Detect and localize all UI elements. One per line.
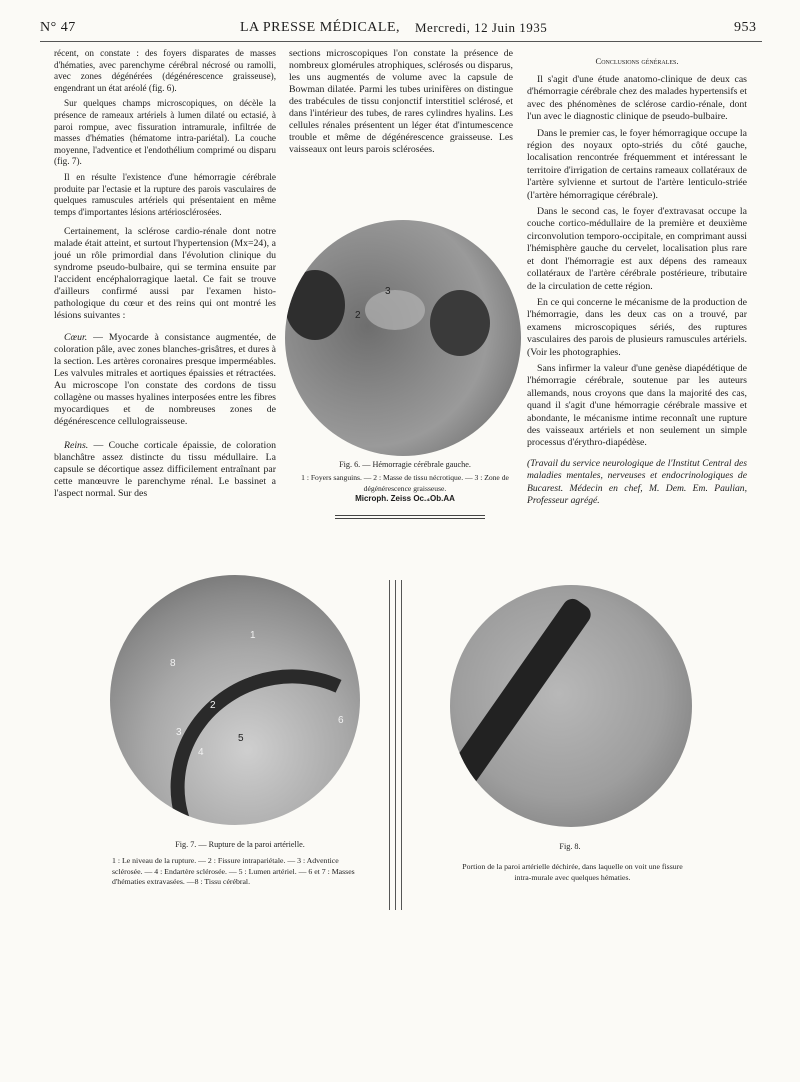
credit-note: (Travail du service neurologique de l'Institut Central des maladies mentales, nerveuses et endocrinologiques de Bucarest. Médecin en chef, M. Dem. Em. Paulian, Professeur agrégé.: [527, 457, 747, 506]
fig7-legend: 1 : Le niveau de la rupture. — 2 : Fissure intrapariétale. — 3 : Adventice sclérosée. — 4 : Endartère sclérosée. — 5 : Lumen artériel. — 6 et 7 : Masses d'hématies extravasées. —8 : Tissu cérébral.: [112, 856, 355, 886]
fig6-blood-focus-left: [285, 270, 345, 340]
coeur-paragraph: [54, 332, 276, 428]
col3-paragraph: Dans le second cas, le foyer d'extravasat occupe la couche cortico-médullaire de la première et deuxième circonvolution temporo-occipitale, en comprimant aussi l'hémisphère gauche du cervelet, localisation plus rare et dont l'hémorragie est aux dépens des rameaux collatéraux de l'artère cérébrale postérieure, tributaire de la circulation de cette région.: [527, 206, 747, 292]
fig7-micrograph: [110, 575, 360, 825]
col1-paragraph: Certainement, la sclérose cardio-rénale dont notre malade était atteint, et surtout l'hypertension (Mx=24), a joué un rôle primordial dans l'évolution clinique du syndrome pseudo-bulbaire, qui se termina ensuite par l'accident encéphalorragique laetal. Ce fait se trouve d'ailleurs confirmé aussi par l'examen histo-pathologique du cœur et des reins qui ont montré les lésions suivantes :: [54, 226, 276, 322]
fig8-legend: Portion de la paroi artérielle déchirée, dans laquelle on voit une fissure intra-murale avec quelques hématies.: [462, 862, 683, 882]
journal-title: LA PRESSE MÉDICALE,: [240, 20, 401, 35]
fig6-necrotic-mass: [365, 290, 425, 330]
fig7-label: 5: [238, 733, 244, 744]
col1-paragraph: récent, on constate : des foyers disparates de masses d'hématies, avec parenchyme cérébral nécrosé ou ramolli, avec zones dégénérées (dégénérescence graisseuse), engendrant un état aréolé (fig. 6).: [54, 48, 276, 93]
col1-paragraph: Il en résulte l'existence d'une hémorragie cérébrale produite par l'ectasie et la rupture des parois vasculaires de quelques ramuscules artériels qui présentaient en même temps d'importantes lésions artériosclérosées.: [54, 171, 276, 217]
fig7-label: 1: [250, 630, 256, 641]
fig6-blood-focus-right: [430, 290, 490, 356]
fig6-title: Fig. 6. — Hémorragie cérébrale gauche.: [339, 460, 471, 469]
reins-text: — Couche corticale épaissie, de coloration blanchâtre assez distincte du tissu médullaire. La capsule se décortique assez difficilement entraînant par cette manœuvre le parenchyme rénal. Le bassinet a l'aspect normal. Sur des: [54, 440, 276, 500]
fig8-artery-wall: [450, 595, 595, 809]
col3-paragraph: Il s'agit d'une étude anatomo-clinique de deux cas d'hémorragie cérébrale chez des malades hypertensifs et avec des phénomènes de sclérose cardio-rénale, dont l'un avec le diagnostic clinique de pseudo-bulbaire.: [527, 74, 747, 123]
fig6-label: 2: [355, 310, 361, 321]
reins-paragraph: [54, 440, 276, 500]
fig7-label: 6: [338, 715, 344, 726]
reins-label: Reins.: [64, 440, 89, 452]
fig7-label: 4: [198, 747, 204, 758]
fig7-label: 2: [210, 700, 216, 711]
issue-date: Mercredi, 12 Juin 1935: [415, 20, 548, 35]
col2-paragraph: sections microscopiques l'on constate la présence de nombreux glomérules atrophiques, sclérosés ou disparus, les uns augmentés de volume avec la capsule de Bowman dilatée. Parmi les tubes urinifères on distingue des trabécules de tissu conjonctif interstitiel sclérosé, et dans l'intérieur des tubes, de rares cylindres hyalins. Les cellules rénales présentent un léger état d'intumescence trouble et même de dégénérescence graisseuse. Les vaisseaux ont leurs parois sclérosées.: [289, 48, 513, 155]
figure-separator-line: [389, 580, 390, 910]
col3-paragraph: En ce qui concerne le mécanisme de la production de l'hémorragie, dans les deux cas on a trouvé, par examens microscopiques sériés, des ruptures vasculaires des parois de plusieurs ramuscules artériels. (Voir les photographies.: [527, 296, 747, 358]
col1-paragraph: Sur quelques champs microscopiques, on décèle la présence de rameaux artériels à lumen dilaté ou ectasié, à paroi rompue, avec fissuration intramurale, infiltrée de masses d'hématies (hématome intra-pariétal). La couche moyenne, l'adventice et l'endothélium comprimé ou disparu (fig. 7).: [54, 98, 276, 167]
fig6-legend: 1 : Foyers sanguins. — 2 : Masse de tissu nécrotique. — 3 : Zone de dégénérescence graisseuse.: [301, 473, 509, 493]
fig7-label: 3: [176, 727, 182, 738]
fig8-title: Fig. 8.: [559, 842, 581, 851]
fig6-microscope: Microph. Zeiss Oc.₄Ob.AA: [355, 494, 455, 503]
coeur-text: — Myocarde à consistance augmentée, de coloration pâle, avec zones blanches-grisâtres, et dures à la section. Les artères coronaires presque imperméables. Les valvules mitrales et aortiques épaissies et rétractées. Au microscope l'on constate des cordons de tissu collagène ou masses hyalines interposées entre les fibres myocardiques et de nombreuses zones de dégénérescence cellulograisseuse.: [54, 332, 276, 428]
fig6-double-rule: [335, 515, 485, 519]
fig7-label: 8: [170, 658, 176, 669]
header-rule: [40, 41, 762, 42]
fig6-micrograph: [285, 220, 521, 456]
figure-separator-line: [395, 580, 396, 910]
conclusions-heading: Conclusions générales.: [595, 56, 679, 66]
column-left: [54, 48, 276, 504]
column-right: [527, 48, 747, 511]
fig7-title: Fig. 7. — Rupture de la paroi artérielle.: [175, 840, 305, 849]
figure-separator-line: [401, 580, 402, 910]
fig8-micrograph: [450, 585, 692, 827]
col3-paragraph: Sans infirmer la valeur d'une genèse diapédétique de l'hémorragie cérébrale, soutenue par les auteurs allemands, nous croyons que dans la majorité des cas, quand il s'agit d'une hémorragie cérébrale massive et abondante, le mécanisme intime reconnaît une rupture des vaisseaux artériels et non seulement un simple processus d'érythro-diapédèse.: [527, 362, 747, 449]
folio: 953: [734, 20, 757, 35]
col3-paragraph: Dans le premier cas, le foyer hémorragique occupe la région des noyaux opto-striés du côté gauche, localisation rencontrée fréquemment et intéressant le territoire d'irrigation de certains rameaux collatéraux de l'artère sylvienne et surtout de l'artère lenticulo-striée (l'artère hémorragique cérébrale).: [527, 127, 747, 201]
column-middle: [289, 48, 513, 160]
page-number: N° 47: [40, 20, 76, 35]
coeur-label: Cœur.: [64, 332, 88, 344]
fig6-label: 3: [385, 286, 391, 297]
